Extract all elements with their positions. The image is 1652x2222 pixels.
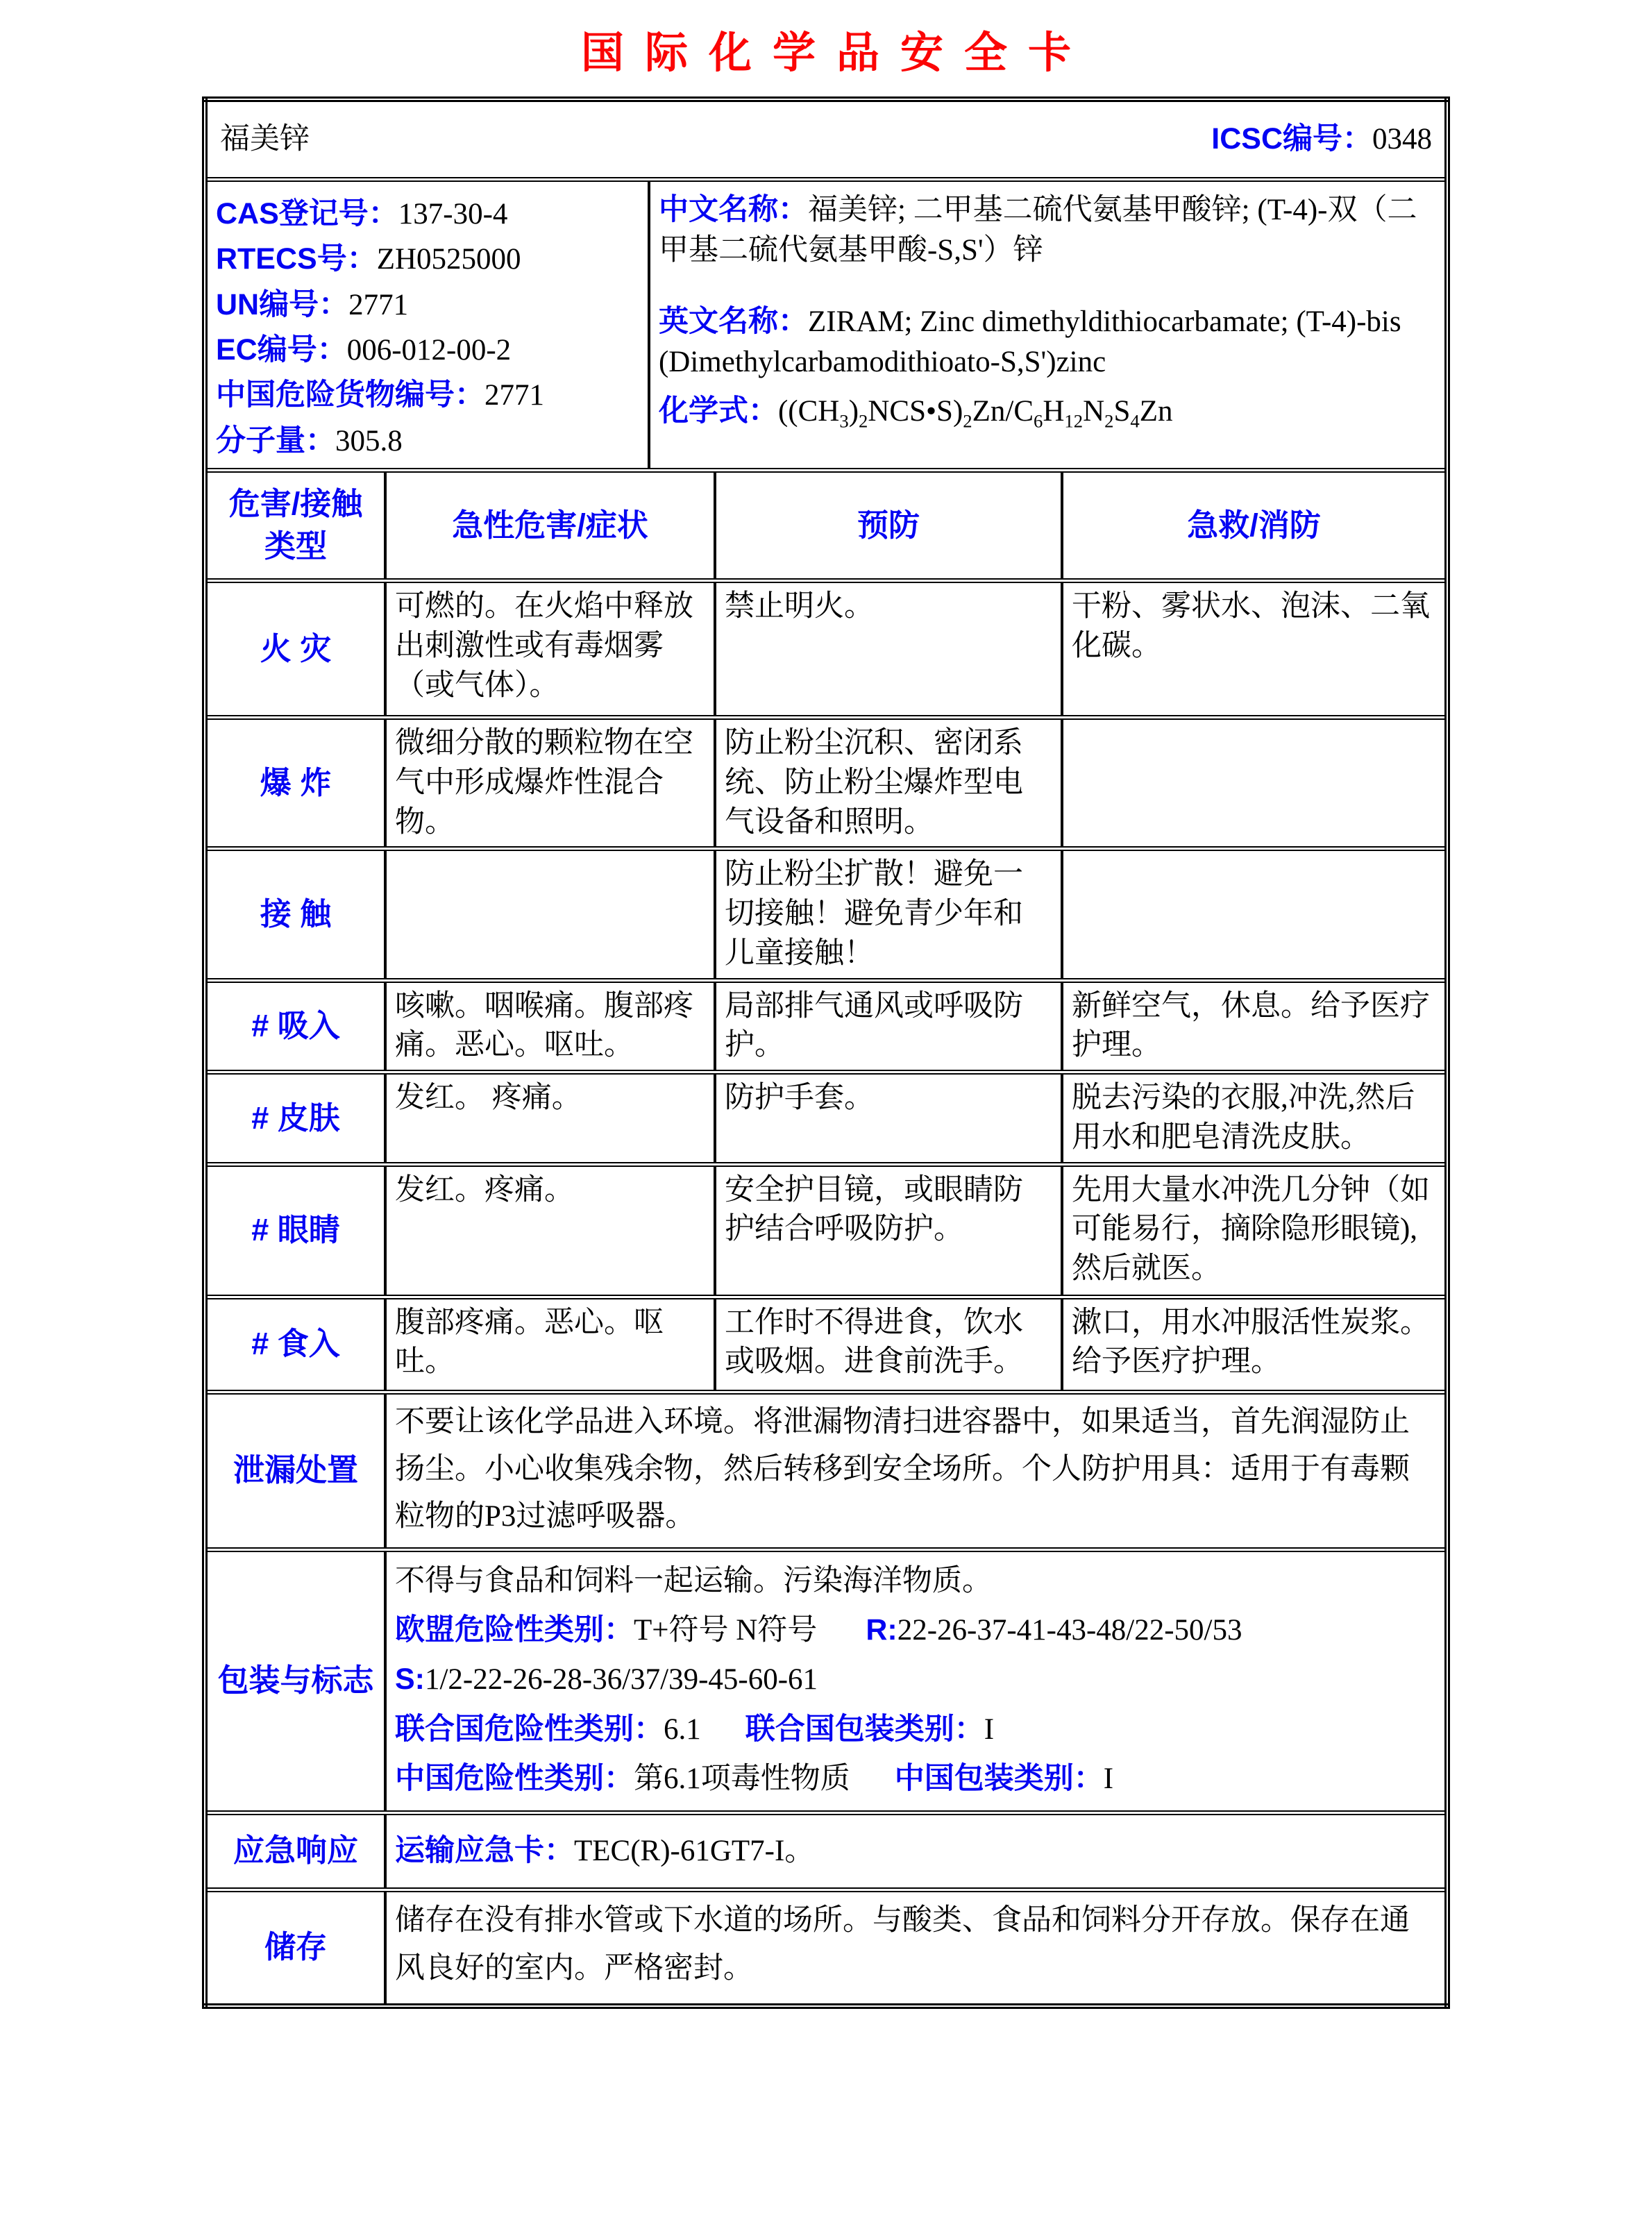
identifiers-cell: [205, 180, 649, 471]
icsc-number: [1211, 119, 1432, 160]
chinese-name-line: 中文名称：福美锌; 二甲基二硫代氨基甲酸锌; (T-4)-双（二甲基二硫代氨基甲酸-S,S'）锌: [658, 193, 1417, 267]
table-row-skin: # 皮肤 发红。 疼痛。 防护手套。 脱去污染的衣服,冲洗,然后用水和肥皂清洗皮肤。: [205, 1072, 1447, 1165]
storage-text: 储存在没有排水管或下水道的场所。与酸类、食品和饲料分开存放。保存在通风良好的室内。严格密封。: [385, 1889, 1447, 2006]
fire-hazard: 可燃的。在火焰中释放出刺激性或有毒烟雾（或气体）。: [385, 581, 715, 718]
ingestion-prevention: 工作时不得进食，饮水或吸烟。进食前洗手。: [715, 1297, 1062, 1392]
table-row-header: [205, 99, 1447, 180]
exposure-response: [1062, 849, 1447, 980]
id-line-un: UN编号：2771: [215, 287, 409, 321]
table-row-explosion: 爆 炸 微细分散的颗粒物在空气中形成爆炸性混合物。 防止粉尘沉积、密闭系统、防止粉尘爆炸型电气设备和照明。: [205, 718, 1447, 849]
table-row-identifiers: [205, 180, 1447, 471]
skin-prevention: 防护手套。: [715, 1072, 1062, 1165]
fire-prevention: 禁止明火。: [715, 581, 1062, 718]
exposure-prevention: 防止粉尘扩散！避免一切接触！避免青少年和儿童接触！: [715, 849, 1062, 980]
eyes-response: 先用大量水冲洗几分钟（如可能易行，摘除隐形眼镜),然后就医。: [1062, 1164, 1447, 1297]
table-row-spill: 泄漏处置 不要让该化学品进入环境。将泄漏物清扫进容器中，如果适当，首先润湿防止扬尘。小心收集残余物，然后转移到安全场所。个人防护用具：适用于有毒颗粒物的P3过滤呼吸器。: [205, 1392, 1447, 1549]
ingestion-response: 漱口，用水冲服活性炭浆。给予医疗护理。: [1062, 1297, 1447, 1392]
page-title: 国际化学品安全卡: [580, 27, 1092, 78]
eyes-prevention: 安全护目镜，或眼睛防护结合呼吸防护。: [715, 1164, 1062, 1297]
spill-text: 不要让该化学品进入环境。将泄漏物清扫进容器中，如果适当，首先润湿防止扬尘。小心收集残余物，然后转移到安全场所。个人防护用具：适用于有毒颗粒物的P3过滤呼吸器。: [385, 1392, 1447, 1549]
id-line-ec: EC编号：006-012-00-2: [215, 333, 512, 367]
skin-response: 脱去污染的衣服,冲洗,然后用水和肥皂清洗皮肤。: [1062, 1072, 1447, 1165]
id-line-rtecs: RTECS号：ZH0525000: [215, 242, 521, 276]
table-row-exposure: 接 触 防止粉尘扩散！避免一切接触！避免青少年和儿童接触！: [205, 849, 1447, 980]
explosion-prevention: 防止粉尘沉积、密闭系统、防止粉尘爆炸型电气设备和照明。: [715, 718, 1062, 849]
table-row-emergency: 应急响应 运输应急卡：TEC(R)-61GT7-I。: [205, 1812, 1447, 1889]
explosion-response: [1062, 718, 1447, 849]
inhalation-response: 新鲜空气，休息。给予医疗护理。: [1062, 980, 1447, 1072]
english-name-line: 英文名称：ZIRAM; Zinc dimethyldithiocarbamate; (T-4)-bis (Dimethylcarbamodithioato-S,S')zinc: [658, 305, 1401, 378]
inhalation-prevention: 局部排气通风或呼吸防护。: [715, 980, 1062, 1072]
table-row-eyes: # 眼睛 发红。疼痛。 安全护目镜，或眼睛防护结合呼吸防护。 先用大量水冲洗几分钟（如可能易行，摘除隐形眼镜),然后就医。: [205, 1164, 1447, 1297]
col-header-firstaid: 急救/消防: [1062, 471, 1447, 581]
formula-line: 化学式：$((CH_3)_2NCS•S)_2Zn/C_6H_{12}N_2S_4Zn$: [658, 394, 1173, 432]
icsc-number-label: ICSC编号：: [1211, 122, 1373, 156]
id-line-cas: CAS登记号：137-30-4: [215, 197, 508, 230]
id-line-molweight: 分子量：305.8: [215, 423, 403, 457]
packaging-cn-line: 中国危险性类别：第6.1项毒性物质 中国包装类别：I: [394, 1762, 1114, 1796]
exposure-hazard: [385, 849, 715, 980]
packaging-transport-line: 不得与食品和饲料一起运输。污染海洋物质。: [394, 1564, 992, 1597]
table-row-fire: 火 灾 可燃的。在火焰中释放出刺激性或有毒烟雾（或气体）。 禁止明火。 干粉、雾状水、泡沫、二氧化碳。: [205, 581, 1447, 718]
skin-hazard: 发红。 疼痛。: [385, 1072, 715, 1165]
packaging-un-line: 联合国危险性类别：6.1 联合国包装类别：I: [394, 1712, 995, 1746]
chemical-formula: $((CH_3)_2NCS•S)_2Zn/C_6H_{12}N_2S_4Zn$: [777, 395, 1173, 432]
explosion-hazard: 微细分散的颗粒物在空气中形成爆炸性混合物。: [385, 718, 715, 849]
packaging-cell: [385, 1549, 1447, 1812]
fire-response: 干粉、雾状水、泡沫、二氧化碳。: [1062, 581, 1447, 718]
eyes-hazard: 发红。疼痛。: [385, 1164, 715, 1297]
table-row-column-headers: [205, 471, 1447, 581]
table-row-inhalation: # 吸入 咳嗽。咽喉痛。腹部疼痛。恶心。呕吐。 局部排气通风或呼吸防护。 新鲜空气，休息。给予医疗护理。: [205, 980, 1447, 1072]
col-header-acute-hazards: 急性危害/症状: [385, 471, 715, 581]
id-line-china-dg: 中国危险货物编号：2771: [215, 378, 544, 412]
inhalation-hazard: 咳嗽。咽喉痛。腹部疼痛。恶心。呕吐。: [385, 980, 715, 1072]
table-row-ingestion: # 食入 腹部疼痛。恶心。呕吐。 工作时不得进食，饮水或吸烟。进食前洗手。 漱口，用水冲服活性炭浆。给予医疗护理。: [205, 1297, 1447, 1392]
packaging-s-line: S:1/2-22-26-28-36/37/39-45-60-61: [394, 1663, 818, 1697]
names-cell: [649, 180, 1447, 471]
chemical-name: 福美锌: [219, 122, 310, 155]
col-header-hazard-type: 危害/接触类型: [205, 471, 385, 581]
icsc-table: [202, 96, 1450, 2009]
packaging-eu-line: 欧盟危险性类别：T+符号 N符号 R:22-26-37-41-43-48/22-50/53: [394, 1613, 1242, 1647]
icsc-number-value: 0348: [1372, 123, 1433, 156]
col-header-prevention: 预防: [715, 471, 1062, 581]
table-row-packaging: 包装与标志 不得与食品和饲料一起运输。污染海洋物质。 欧盟危险性类别：T+符号 N符号 R:22-26-37-41-43-48/22-50/53 S:1/2-22-26-28-36/37/39-45-60-61 联合国危险性类别：6.1 联合国包装类别：I 中国危险性类别：第6.1项毒性物质 中国包装类别：I: [205, 1549, 1447, 1812]
emergency-cell: 运输应急卡：TEC(R)-61GT7-I。: [385, 1812, 1447, 1889]
ingestion-hazard: 腹部疼痛。恶心。呕吐。: [385, 1297, 715, 1392]
table-row-storage: 储存 储存在没有排水管或下水道的场所。与酸类、食品和饲料分开存放。保存在通风良好的室内。严格密封。: [205, 1889, 1447, 2006]
